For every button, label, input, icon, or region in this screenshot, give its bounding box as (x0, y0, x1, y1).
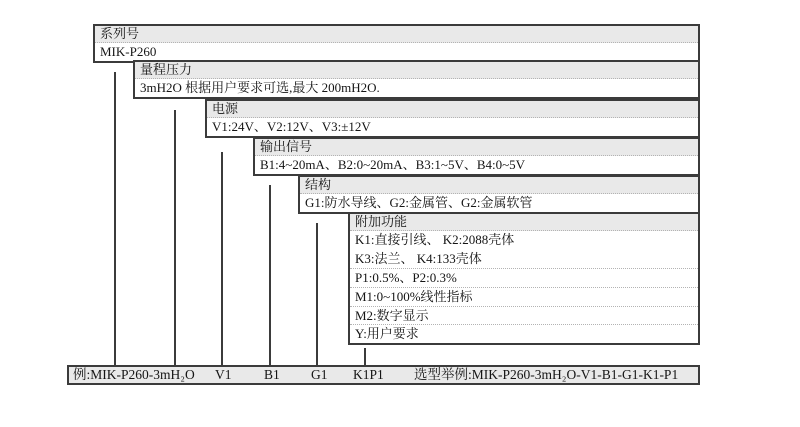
series-header: 系列号 (95, 26, 698, 43)
example-code-output: B1 (264, 367, 280, 382)
addon-option-y: Y:用户要求 (350, 324, 698, 343)
power-supply-options: V1:24V、V2:12V、V3:±12V (207, 118, 698, 136)
addon-option-k1-k2: K1:直接引线、 K2:2088壳体 (350, 231, 698, 250)
structure-box (298, 175, 700, 214)
structure-header: 结构 (300, 177, 698, 194)
example-model-code: 例:MIK-P260-3mH₂O (73, 367, 195, 382)
power-supply-header: 电源 (207, 101, 698, 118)
example-code-structure: G1 (311, 367, 328, 382)
addon-option-p1-p2: P1:0.5%、P2:0.3% (350, 268, 698, 287)
selection-example-text: 选型举例:MIK-P260-3mH₂O-V1-B1-G1-K1-P1 (414, 367, 679, 382)
output-signal-options: B1:4~20mA、B2:0~20mA、B3:1~5V、B4:0~5V (255, 156, 698, 174)
range-pressure-value: 3mH2O 根据用户要求可选,最大 200mH2O. (135, 79, 698, 97)
connector-line-output (269, 185, 271, 365)
power-supply-box (205, 99, 700, 138)
addon-option-m2: M2:数字显示 (350, 306, 698, 325)
connector-line-series (114, 72, 116, 365)
connector-line-power (221, 152, 223, 365)
example-bar (67, 365, 700, 385)
range-pressure-header: 量程压力 (135, 62, 698, 79)
addon-functions-header: 附加功能 (350, 214, 698, 231)
example-code-power: V1 (215, 367, 232, 382)
range-pressure-box (133, 60, 700, 99)
series-value: MIK-P260 (95, 43, 698, 61)
example-code-addon: K1P1 (353, 367, 384, 382)
addon-option-k3-k4: K3:法兰、 K4:133壳体 (350, 250, 698, 269)
structure-options: G1:防水导线、G2:金属管、G2:金属软管 (300, 194, 698, 212)
output-signal-box (253, 137, 700, 176)
connector-line-addon (364, 348, 366, 365)
output-signal-header: 输出信号 (255, 139, 698, 156)
connector-line-structure (316, 223, 318, 365)
series-box (93, 24, 700, 63)
addon-option-m1: M1:0~100%线性指标 (350, 287, 698, 306)
connector-line-range (174, 110, 176, 365)
addon-functions-box (348, 212, 700, 345)
